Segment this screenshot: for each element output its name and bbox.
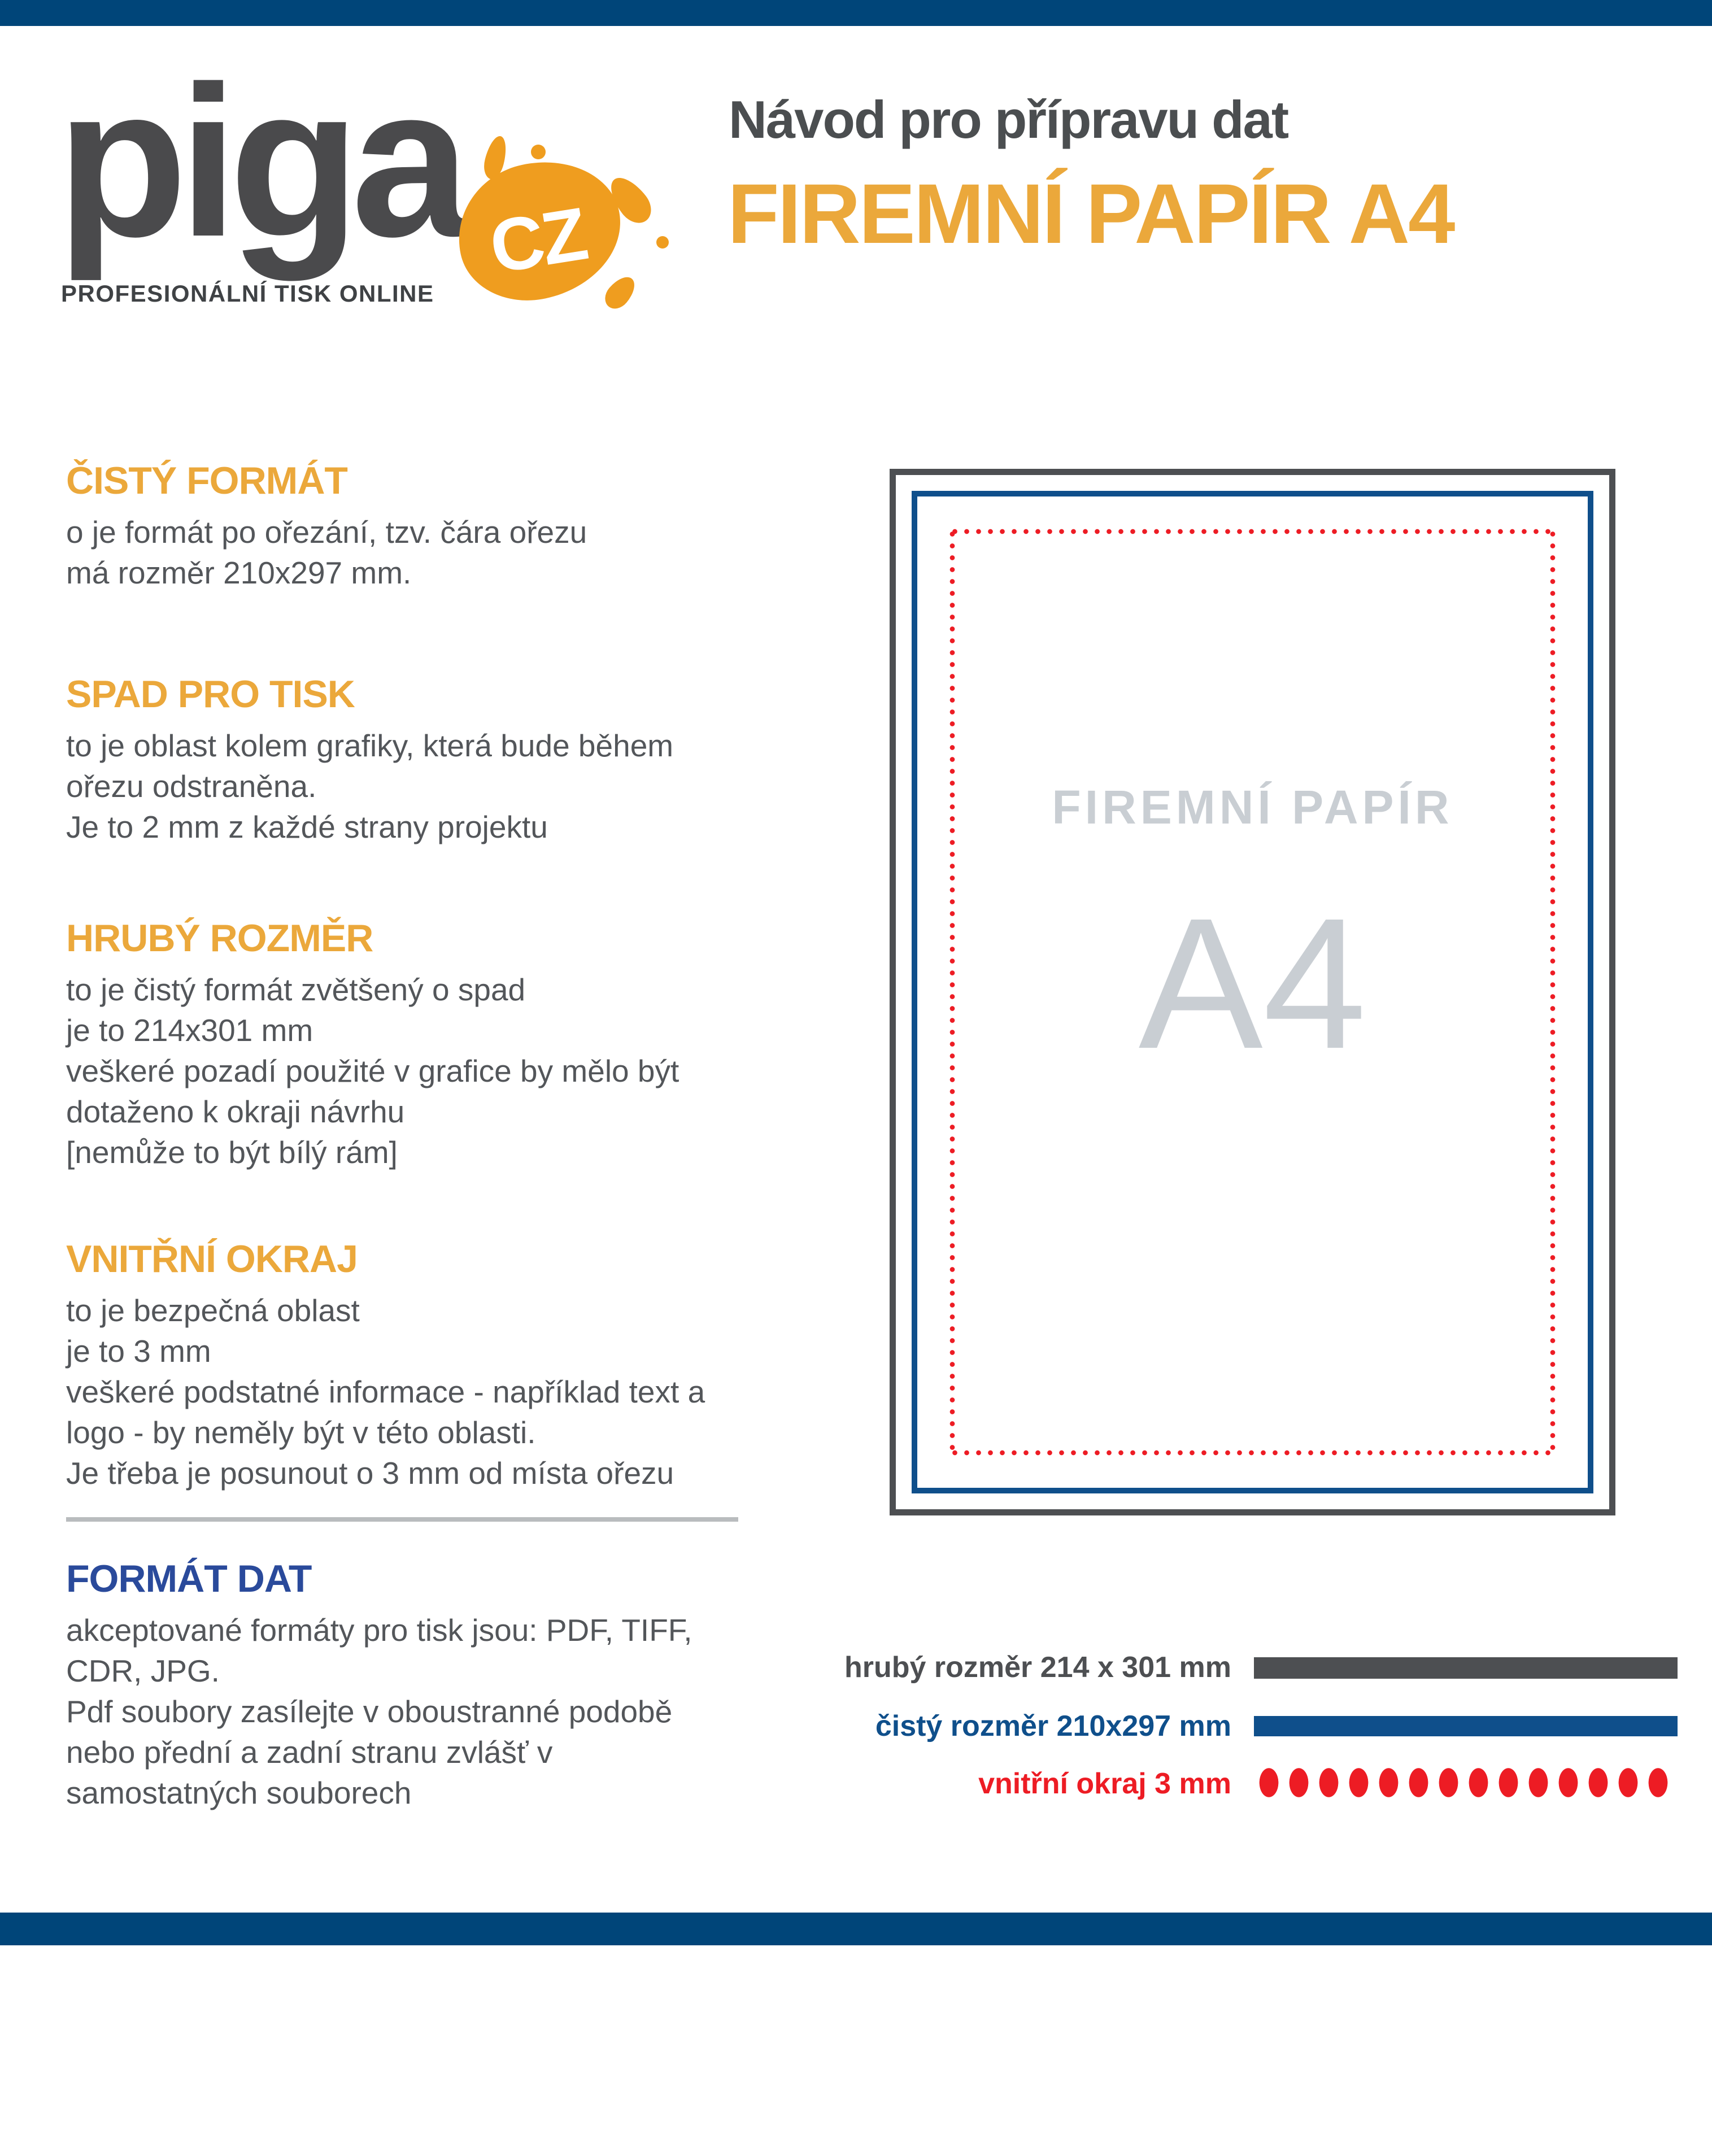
section-text-line: Pdf soubory zasílejte v oboustranné podobě <box>66 1694 673 1729</box>
document-title: Návod pro přípravu dat <box>729 90 1288 149</box>
section-text-line: ořezu odstraněna. <box>66 769 317 804</box>
splash-droplet-icon <box>656 236 669 249</box>
section-divider <box>66 1517 738 1522</box>
section-text-line: o je formát po ořezání, tzv. čára ořezu <box>66 515 587 550</box>
dotted-border-top <box>949 528 1556 535</box>
legend-label-cisty-rozmer: čistý rozměr 210x297 mm <box>875 1710 1231 1743</box>
splash-droplet-icon <box>600 272 641 314</box>
legend-label-hruby-rozmer: hrubý rozměr 214 x 301 mm <box>844 1651 1231 1684</box>
section-text-line: veškeré pozadí použité v grafice by mělo být <box>66 1053 679 1088</box>
section-text-line: to je čistý formát zvětšený o spad <box>66 972 526 1007</box>
section-text-line: Je třeba je posunout o 3 mm od místa ořezu <box>66 1456 674 1491</box>
section-text-line: logo - by neměly být v této oblasti. <box>66 1415 536 1450</box>
section-text-line: dotaženo k okraji návrhu <box>66 1094 405 1129</box>
splash-droplet-icon <box>531 145 546 159</box>
section-heading: SPAD PRO TISK <box>66 673 355 716</box>
section-text-line: má rozměr 210x297 mm. <box>66 555 412 590</box>
section-heading: VNITŘNÍ OKRAJ <box>66 1238 358 1280</box>
section-heading: ČISTÝ FORMÁT <box>66 459 347 502</box>
section-text-line: akceptované formáty pro tisk jsou: PDF, TIFF, <box>66 1613 692 1648</box>
section-text-line: je to 214x301 mm <box>66 1013 313 1048</box>
section-cisty-format <box>66 459 834 593</box>
logo-splash-icon <box>446 146 683 315</box>
legend-swatch-solid-blue <box>1254 1716 1678 1736</box>
section-format-dat <box>66 1557 834 1813</box>
section-hruby-rozmer <box>66 916 834 1173</box>
section-text-line: veškeré podstatné informace - například text a <box>66 1374 705 1409</box>
logo-tagline: PROFESIONÁLNÍ TISK ONLINE <box>61 280 434 307</box>
section-text-line: [nemůže to být bílý rám] <box>66 1135 398 1170</box>
section-heading: FORMÁT DAT <box>66 1557 312 1600</box>
logo-cz-label: CZ <box>484 191 591 289</box>
diagram-watermark-label: FIREMNÍ PAPÍR <box>1052 781 1453 834</box>
top-brand-bar <box>0 0 1712 26</box>
legend-label-vnitrni-okraj: vnitřní okraj 3 mm <box>978 1767 1231 1800</box>
legend-swatch-solid-dark <box>1254 1657 1678 1679</box>
diagram-format-label: A4 <box>1138 879 1367 1087</box>
legend-swatch-dotted-red <box>1254 1768 1678 1797</box>
paper-size-diagram <box>890 469 1615 1515</box>
section-vnitrni-okraj <box>66 1237 834 1493</box>
dotted-border-bottom <box>949 1449 1556 1456</box>
section-text-line: Je to 2 mm z každé strany projektu <box>66 809 548 844</box>
section-text-line: nebo přední a zadní stranu zvlášť v <box>66 1735 553 1770</box>
section-text-line: to je oblast kolem grafiky, která bude během <box>66 728 674 763</box>
bottom-brand-bar <box>0 1913 1712 1945</box>
section-heading: HRUBÝ ROZMĚR <box>66 917 373 960</box>
section-text-line: CDR, JPG. <box>66 1653 220 1688</box>
document-subtitle: FIREMNÍ PAPÍR A4 <box>728 166 1454 261</box>
logo-wordmark: piga <box>56 41 462 281</box>
section-spad-pro-tisk <box>66 672 834 847</box>
section-text-line: samostatných souborech <box>66 1775 412 1810</box>
section-text-line: to je bezpečná oblast <box>66 1293 360 1328</box>
section-text-line: je to 3 mm <box>66 1334 211 1369</box>
